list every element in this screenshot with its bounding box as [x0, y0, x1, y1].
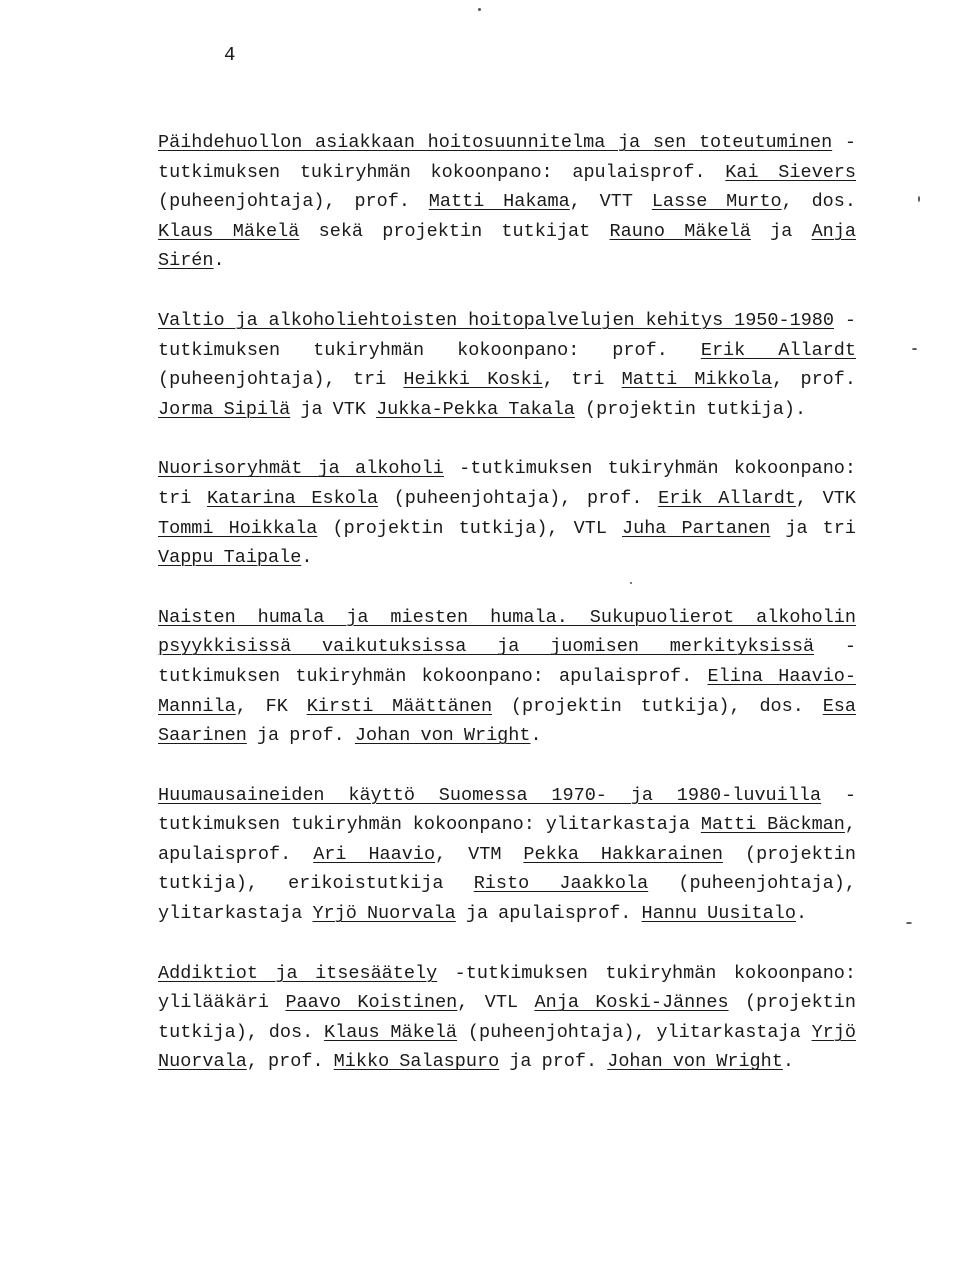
body-text: . [213, 250, 225, 272]
underlined-term: Matti Hakama [428, 191, 570, 213]
body-text: (projektin tutkija), VTL [317, 517, 622, 539]
underlined-term: Yrjö Nuorvala [158, 1021, 856, 1073]
body-text: ja tri [770, 517, 856, 539]
body-text: -tutkimuksen tukiryhmän kokoonpano: apulaisprof. [158, 636, 856, 687]
underlined-term: Lasse Murto [651, 191, 782, 213]
body-text: . [782, 1051, 794, 1073]
underlined-term: Heikki Koski [403, 369, 543, 391]
body-text: ja apulaisprof. [455, 903, 642, 925]
underlined-term: Erik Allardt [700, 339, 856, 361]
body-text: (projektin tutkija). [574, 398, 807, 420]
underlined-term: Nuorisoryhmät ja alkoholi [158, 458, 444, 480]
scan-speck [912, 348, 917, 350]
paragraph-nuorisoryhmat [158, 454, 856, 572]
underlined-term: Juha Partanen [622, 517, 771, 539]
page-number: 4 [224, 44, 236, 66]
body-text: , prof. [246, 1051, 334, 1073]
body-text: (puheenjohtaja), ylitarkastaja [457, 1021, 812, 1043]
body-text: (projektin tutkija), erikoistutkija [158, 843, 856, 895]
underlined-term: Johan von Wright [354, 725, 531, 747]
body-text: (projektin tutkija), dos. [158, 992, 856, 1043]
body-text: . [795, 903, 808, 925]
body-text: ja VTK [290, 398, 377, 420]
body-text: -tutkimuksen tukiryhmän kokoonpano: ylitarkastaja [158, 784, 856, 836]
underlined-term: Mikko Salaspuro [333, 1051, 500, 1073]
underlined-term: Pekka Hakkarainen [523, 843, 724, 865]
body-text: , VTL [457, 992, 535, 1014]
body-text: ja [750, 220, 812, 242]
body-text: , dos. [781, 191, 856, 213]
body-text: (puheenjohtaja), ylitarkastaja [158, 873, 856, 925]
body-text: , tri [542, 369, 622, 391]
paragraph-addiktiot [158, 959, 856, 1077]
body-text: -tutkimuksen tukiryhmän kokoonpano: prof. [158, 309, 856, 361]
underlined-term: Matti Bäckman [700, 814, 845, 836]
underlined-term: Katarina Eskola [206, 487, 379, 509]
underlined-term: Johan von Wright [607, 1051, 783, 1073]
body-text: , prof. [772, 369, 856, 391]
underlined-term: Vappu Taipale [158, 547, 302, 569]
paragraph-paihdehuolto [158, 128, 856, 276]
body-text: , FK [235, 695, 307, 717]
scan-speck [478, 8, 481, 11]
underlined-term: Paavo Koistinen [285, 992, 458, 1014]
body-text: (puheenjohtaja), tri [158, 369, 404, 391]
underlined-term: Elina Haavio-Mannila [158, 665, 856, 717]
underlined-term: Kirsti Määttänen [306, 695, 493, 717]
underlined-term: Valtio ja alkoholiehtoisten hoitopalvelujen kehitys 1950-1980 [158, 309, 835, 331]
underlined-term: Naisten humala ja miesten humala. Sukupuolierot alkoholin psyykkisissä vaikutuksissa ja juomisen merkityksissä [158, 606, 856, 658]
underlined-term: Jukka-Pekka Takala [376, 398, 575, 420]
underlined-term: Erik Allardt [658, 487, 796, 509]
body-text: sekä projektin tutkijat [299, 220, 610, 242]
underlined-term: Klaus Mäkelä [324, 1021, 458, 1043]
body-text: . [530, 725, 542, 747]
scan-speck [630, 582, 632, 584]
underlined-term: Esa Saarinen [158, 695, 857, 747]
body-text: , VTM [435, 843, 524, 865]
underlined-term: Jorma Sipilä [158, 398, 291, 420]
body-text: . [301, 547, 313, 569]
scan-speck [918, 196, 920, 202]
paragraph-valtio [158, 306, 856, 424]
underlined-term: Anja Sirén [158, 220, 856, 272]
underlined-term: Ari Haavio [313, 843, 436, 865]
body-text: (puheenjohtaja), prof. [378, 487, 659, 509]
underlined-term: Päihdehuollon asiakkaan hoitosuunnitelma ja sen toteutuminen [158, 132, 833, 153]
body-text: -tutkimuksen tukiryhmän kokoonpano: tri [158, 458, 856, 509]
underlined-term: Hannu Uusitalo [641, 903, 796, 925]
body-text: -tutkimuksen tukiryhmän kokoonpano: ylilääkäri [158, 962, 856, 1014]
scan-speck [906, 922, 912, 924]
underlined-term: Rauno Mäkelä [609, 220, 751, 242]
underlined-term: Tommi Hoikkala [158, 517, 318, 539]
body-text: , VTK [795, 487, 856, 509]
underlined-term: Yrjö Nuorvala [312, 903, 456, 925]
underlined-term: Kai Sievers [725, 161, 856, 183]
document-body [158, 128, 856, 1107]
body-text: ja prof. [246, 725, 355, 747]
body-text: (projektin tutkija), dos. [492, 695, 823, 717]
paragraph-naisten-humala [158, 603, 856, 751]
underlined-term: Matti Mikkola [621, 369, 773, 391]
underlined-term: Anja Koski-Jännes [534, 992, 729, 1014]
body-text: , apulaisprof. [158, 814, 856, 865]
body-text: (puheenjohtaja), prof. [158, 191, 429, 213]
underlined-term: Huumausaineiden käyttö Suomessa 1970- ja 1980-luvuilla [158, 784, 822, 806]
body-text: -tutkimuksen tukiryhmän kokoonpano: apulaisprof. [158, 132, 856, 183]
body-text: ja prof. [499, 1051, 608, 1073]
underlined-term: Klaus Mäkelä [158, 220, 300, 242]
underlined-term: Risto Jaakkola [473, 873, 649, 895]
body-text: , VTT [569, 191, 652, 213]
paragraph-huumausaineet [158, 781, 856, 929]
underlined-term: Addiktiot ja itsesäätely [158, 962, 438, 984]
